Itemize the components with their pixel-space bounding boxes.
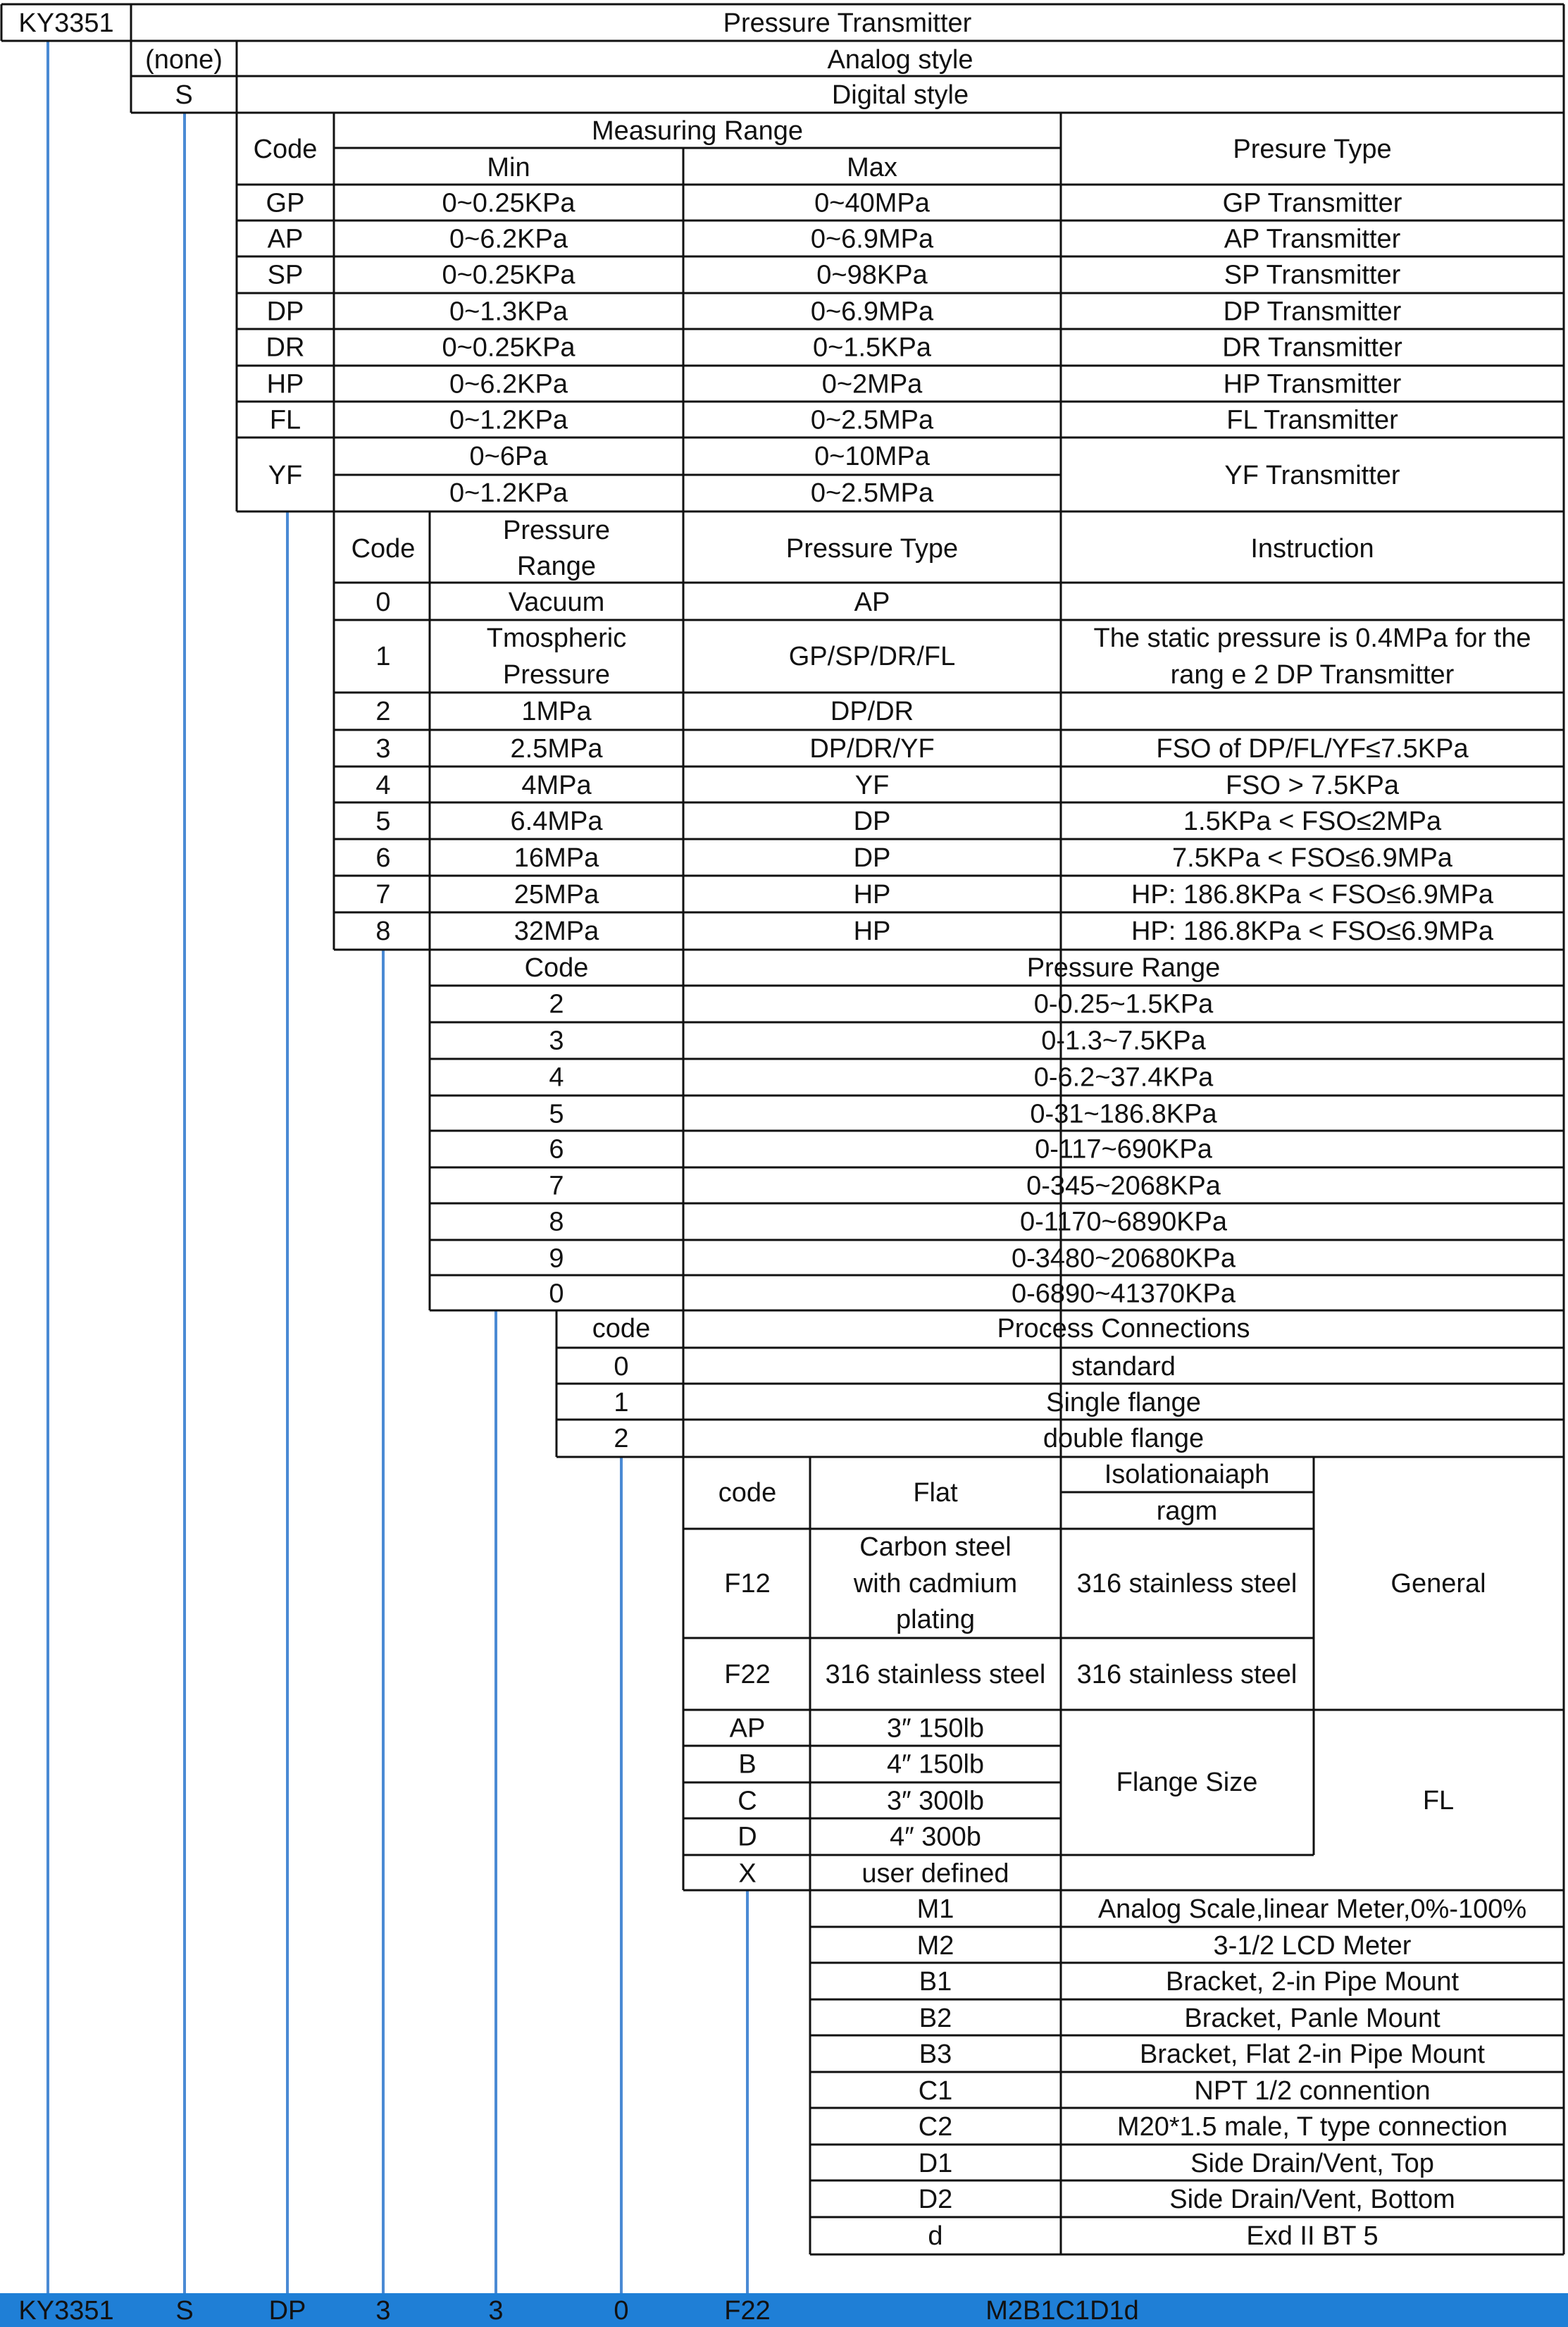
- flange-row-code: C: [738, 1786, 757, 1816]
- range-row-code: 3: [549, 1026, 564, 1056]
- static-row-note: FSO of DP/FL/YF≤7.5KPa: [1156, 734, 1469, 764]
- range-row-code: 9: [549, 1243, 564, 1274]
- flange-size-label: Flange Size: [1116, 1768, 1258, 1797]
- range-row-code: 4: [549, 1062, 564, 1093]
- example-connection: 0: [614, 2296, 629, 2326]
- type-row-type: DP Transmitter: [1223, 297, 1402, 327]
- presure-type-header: Presure Type: [1233, 135, 1392, 164]
- min-header: Min: [487, 153, 530, 182]
- connection-row-code: 0: [614, 1352, 629, 1382]
- option-row-desc: Side Drain/Vent, Bottom: [1169, 2185, 1455, 2214]
- static-0-code: 0: [375, 588, 391, 617]
- yf-max-1: 0~10MPa: [814, 442, 930, 471]
- type-row-max: 0~98KPa: [816, 260, 928, 290]
- option-row-code: C1: [918, 2076, 953, 2106]
- range-table-rows: [549, 990, 1236, 1309]
- f12-flat-3: plating: [896, 1605, 975, 1634]
- yf-max-2: 0~2.5MPa: [810, 478, 934, 508]
- yf-min-1: 0~6Pa: [469, 442, 548, 471]
- flange-row-size: 3″ 150lb: [886, 1713, 985, 1744]
- example-model: KY3351: [18, 2296, 114, 2326]
- type-row-code: DP: [266, 297, 304, 327]
- type-row-min: 0~6.2KPa: [449, 369, 568, 399]
- static-1-type: GP/SP/DR/FL: [788, 642, 956, 671]
- static-1-note-2: rang e 2 DP Transmitter: [1170, 660, 1455, 690]
- type-row-type: GP Transmitter: [1222, 188, 1402, 218]
- option-row-code: M2: [916, 1931, 954, 1961]
- option-row-code: C2: [918, 2112, 953, 2142]
- static-row-code: 5: [375, 807, 391, 836]
- range-code-header: Code: [524, 953, 589, 983]
- style-s-desc: Digital style: [831, 80, 969, 110]
- type-row-min: 0~1.3KPa: [449, 297, 568, 327]
- f12-flat-1: Carbon steel: [859, 1532, 1012, 1562]
- style-none-code: (none): [145, 45, 223, 75]
- range-row-range: 0-31~186.8KPa: [1030, 1099, 1217, 1129]
- type-row-code: SP: [267, 260, 304, 290]
- style-none-desc: Analog style: [827, 45, 973, 75]
- range-table-header: [525, 953, 1221, 983]
- measuring-range-header: Measuring Range: [592, 116, 803, 146]
- type-row-min: 0~0.25KPa: [442, 333, 575, 363]
- example-options: M2B1C1D1d: [985, 2296, 1139, 2326]
- option-row-desc: Bracket, Flat 2-in Pipe Mount: [1140, 2040, 1485, 2069]
- static-row-note: 1.5KPa < FSO≤2MPa: [1183, 807, 1442, 836]
- connection-row-desc: standard: [1071, 1352, 1176, 1382]
- static-row-code: 2: [375, 697, 391, 726]
- option-row-code: D1: [918, 2149, 953, 2178]
- example-static: 3: [375, 2296, 391, 2326]
- option-row-desc: Analog Scale,linear Meter,0%-100%: [1097, 1894, 1527, 1924]
- f22-isolation: 316 stainless steel: [1076, 1660, 1298, 1689]
- model-code: KY3351: [18, 8, 114, 38]
- isolation-header-1: Isolationaiaph: [1104, 1460, 1270, 1489]
- static-row-range: 32MPa: [514, 917, 599, 946]
- range-row-range: 0-117~690KPa: [1035, 1134, 1212, 1165]
- f22-flat: 316 stainless steel: [825, 1660, 1046, 1689]
- type-row-type: SP Transmitter: [1224, 260, 1401, 290]
- static-row-range: 25MPa: [514, 880, 599, 910]
- type-row-max: 0~2.5MPa: [810, 405, 934, 435]
- isolation-header-2: ragm: [1156, 1496, 1218, 1526]
- static-row-type: YF: [854, 771, 890, 800]
- range-row-code: 8: [549, 1207, 564, 1237]
- header-block: [18, 8, 973, 110]
- type-row-min: 0~0.25KPa: [442, 188, 575, 218]
- connection-row-code: 2: [614, 1424, 629, 1453]
- static-row-note: HP: 186.8KPa < FSO≤6.9MPa: [1131, 917, 1494, 946]
- range-row-range: 0-6890~41370KPa: [1011, 1279, 1236, 1309]
- material-code-header: code: [718, 1478, 777, 1508]
- option-row-desc: Bracket, 2-in Pipe Mount: [1165, 1967, 1460, 1997]
- type-row-min: 0~1.2KPa: [449, 405, 568, 435]
- option-row-code: D2: [918, 2185, 953, 2214]
- static-row-range: 16MPa: [514, 843, 599, 873]
- static-row-range: 4MPa: [521, 771, 592, 800]
- range-row-range: 0-3480~20680KPa: [1011, 1243, 1236, 1274]
- flange-row-size: 3″ 300lb: [886, 1786, 985, 1816]
- flange-row-code: B: [738, 1749, 757, 1780]
- f12-code: F12: [724, 1569, 771, 1599]
- yf-min-2: 0~1.2KPa: [449, 478, 568, 508]
- type-row-type: HP Transmitter: [1223, 369, 1402, 399]
- flange-row-size: 4″ 150lb: [886, 1749, 985, 1780]
- range-row-code: 6: [549, 1134, 564, 1165]
- static-row-note: FSO > 7.5KPa: [1225, 771, 1400, 800]
- type-row-type: DR Transmitter: [1222, 333, 1402, 363]
- range-row-range: 0-6.2~37.4KPa: [1033, 1062, 1214, 1093]
- type-table-rows: [266, 189, 1403, 435]
- option-row-desc: M20*1.5 male, T type connection: [1116, 2112, 1508, 2142]
- type-row-code: GP: [266, 188, 305, 218]
- static-row-code: 3: [375, 734, 391, 764]
- flange-row-size: 4″ 300b: [890, 1822, 981, 1852]
- flange-row-code: X: [738, 1859, 757, 1889]
- type-row-max: 0~1.5KPa: [813, 333, 931, 363]
- range-row-code: 0: [549, 1279, 564, 1309]
- option-row-desc: Bracket, Panle Mount: [1184, 2004, 1441, 2033]
- static-code-header: Code: [351, 534, 416, 564]
- range-header: Pressure Range: [1026, 953, 1221, 983]
- connection-code-header: code: [592, 1314, 651, 1344]
- type-row-max: 0~6.9MPa: [810, 224, 934, 254]
- static-rows-top: [375, 588, 1531, 690]
- option-row-code: d: [928, 2221, 943, 2251]
- static-type-header: Pressure Type: [785, 534, 959, 564]
- connection-header: Process Connections: [997, 1314, 1250, 1344]
- option-row-code: M1: [916, 1894, 954, 1924]
- static-row-type: DP: [853, 807, 891, 836]
- type-row-type: AP Transmitter: [1224, 224, 1401, 254]
- flange-rows: [730, 1714, 1009, 1889]
- product-title: Pressure Transmitter: [723, 8, 972, 38]
- flange-row-code: D: [738, 1822, 757, 1852]
- range-row-range: 0-0.25~1.5KPa: [1033, 989, 1214, 1019]
- connection-row-code: 1: [614, 1388, 629, 1417]
- static-row-note: HP: 186.8KPa < FSO≤6.9MPa: [1131, 880, 1494, 910]
- yf-type: YF Transmitter: [1224, 461, 1400, 490]
- option-row-code: B2: [919, 2004, 952, 2033]
- style-s-code: S: [175, 80, 193, 110]
- range-row-range: 0-345~2068KPa: [1026, 1171, 1221, 1201]
- range-row-code: 2: [549, 989, 564, 1019]
- option-row-code: B1: [919, 1967, 952, 1997]
- range-row-code: 5: [549, 1099, 564, 1129]
- static-row-code: 7: [375, 880, 391, 910]
- static-1-note-1: The static pressure is 0.4MPa for the: [1093, 623, 1531, 653]
- type-row-max: 0~2MPa: [821, 369, 923, 399]
- type-row-code: FL: [269, 405, 301, 435]
- static-row-type: DP/DR/YF: [809, 734, 935, 764]
- static-table-header: [351, 516, 1374, 581]
- example-type: DP: [268, 2296, 306, 2326]
- type-row-max: 0~6.9MPa: [810, 297, 934, 327]
- type-table-header: [254, 116, 1392, 182]
- static-row-code: 4: [375, 771, 391, 800]
- static-row-code: 8: [375, 917, 391, 946]
- f12-isolation: 316 stainless steel: [1076, 1569, 1298, 1599]
- connection-row-desc: Single flange: [1046, 1388, 1201, 1417]
- flange-row-size: user defined: [861, 1859, 1009, 1889]
- static-row-type: HP: [853, 917, 891, 946]
- type-row-code: AP: [267, 224, 304, 254]
- range-row-range: 0-1.3~7.5KPa: [1041, 1026, 1206, 1056]
- f22-code: F22: [724, 1660, 771, 1689]
- static-table-rows: [375, 697, 1493, 946]
- type-row-code: DR: [266, 333, 305, 363]
- type-row-type: FL Transmitter: [1226, 405, 1398, 435]
- f12-flat-2: with cadmium: [853, 1569, 1018, 1599]
- fl-label: FL: [1422, 1786, 1455, 1816]
- instruction-header: Instruction: [1250, 534, 1374, 564]
- static-row-range: 6.4MPa: [510, 807, 603, 836]
- option-row-desc: Side Drain/Vent, Top: [1190, 2149, 1434, 2178]
- option-row-desc: NPT 1/2 connention: [1194, 2076, 1431, 2106]
- example-range: 3: [488, 2296, 504, 2326]
- option-row-code: B3: [919, 2040, 952, 2069]
- option-row-desc: Exd II BT 5: [1246, 2221, 1379, 2251]
- flat-header: Flat: [913, 1478, 958, 1508]
- static-range-header-2: Range: [517, 552, 596, 581]
- static-row-type: HP: [853, 880, 891, 910]
- example-material: F22: [724, 2296, 771, 2326]
- option-row-desc: 3-1/2 LCD Meter: [1213, 1931, 1412, 1961]
- example-code-bar: [0, 2293, 1568, 2327]
- static-row-code: 6: [375, 843, 391, 873]
- connection-row-desc: double flange: [1043, 1424, 1205, 1453]
- connection-table-rows: [614, 1352, 1204, 1453]
- static-1-range-2: Pressure: [502, 660, 611, 690]
- range-row-range: 0-1170~6890KPa: [1019, 1207, 1228, 1237]
- static-row-note: 7.5KPa < FSO≤6.9MPa: [1172, 843, 1452, 873]
- type-row-min: 0~6.2KPa: [449, 224, 568, 254]
- static-row-range: 1MPa: [521, 697, 592, 726]
- static-0-range: Vacuum: [508, 588, 605, 617]
- range-row-code: 7: [549, 1171, 564, 1201]
- static-1-code: 1: [375, 642, 391, 671]
- static-row-range: 2.5MPa: [510, 734, 603, 764]
- general-label: General: [1390, 1569, 1486, 1599]
- flange-row-code: AP: [729, 1713, 766, 1744]
- static-row-type: DP: [853, 843, 891, 873]
- yf-code: YF: [268, 461, 303, 490]
- connection-table-header: [592, 1314, 1250, 1344]
- static-0-type: AP: [854, 588, 890, 617]
- example-style: S: [175, 2296, 194, 2326]
- static-row-type: DP/DR: [830, 697, 914, 726]
- type-code-header: Code: [253, 135, 318, 164]
- type-row-max: 0~40MPa: [814, 188, 930, 218]
- static-1-range-1: Tmospheric: [486, 623, 627, 653]
- type-row-min: 0~0.25KPa: [442, 260, 575, 290]
- type-row-code: HP: [266, 369, 304, 399]
- static-range-header-1: Pressure: [502, 516, 611, 545]
- max-header: Max: [847, 153, 897, 182]
